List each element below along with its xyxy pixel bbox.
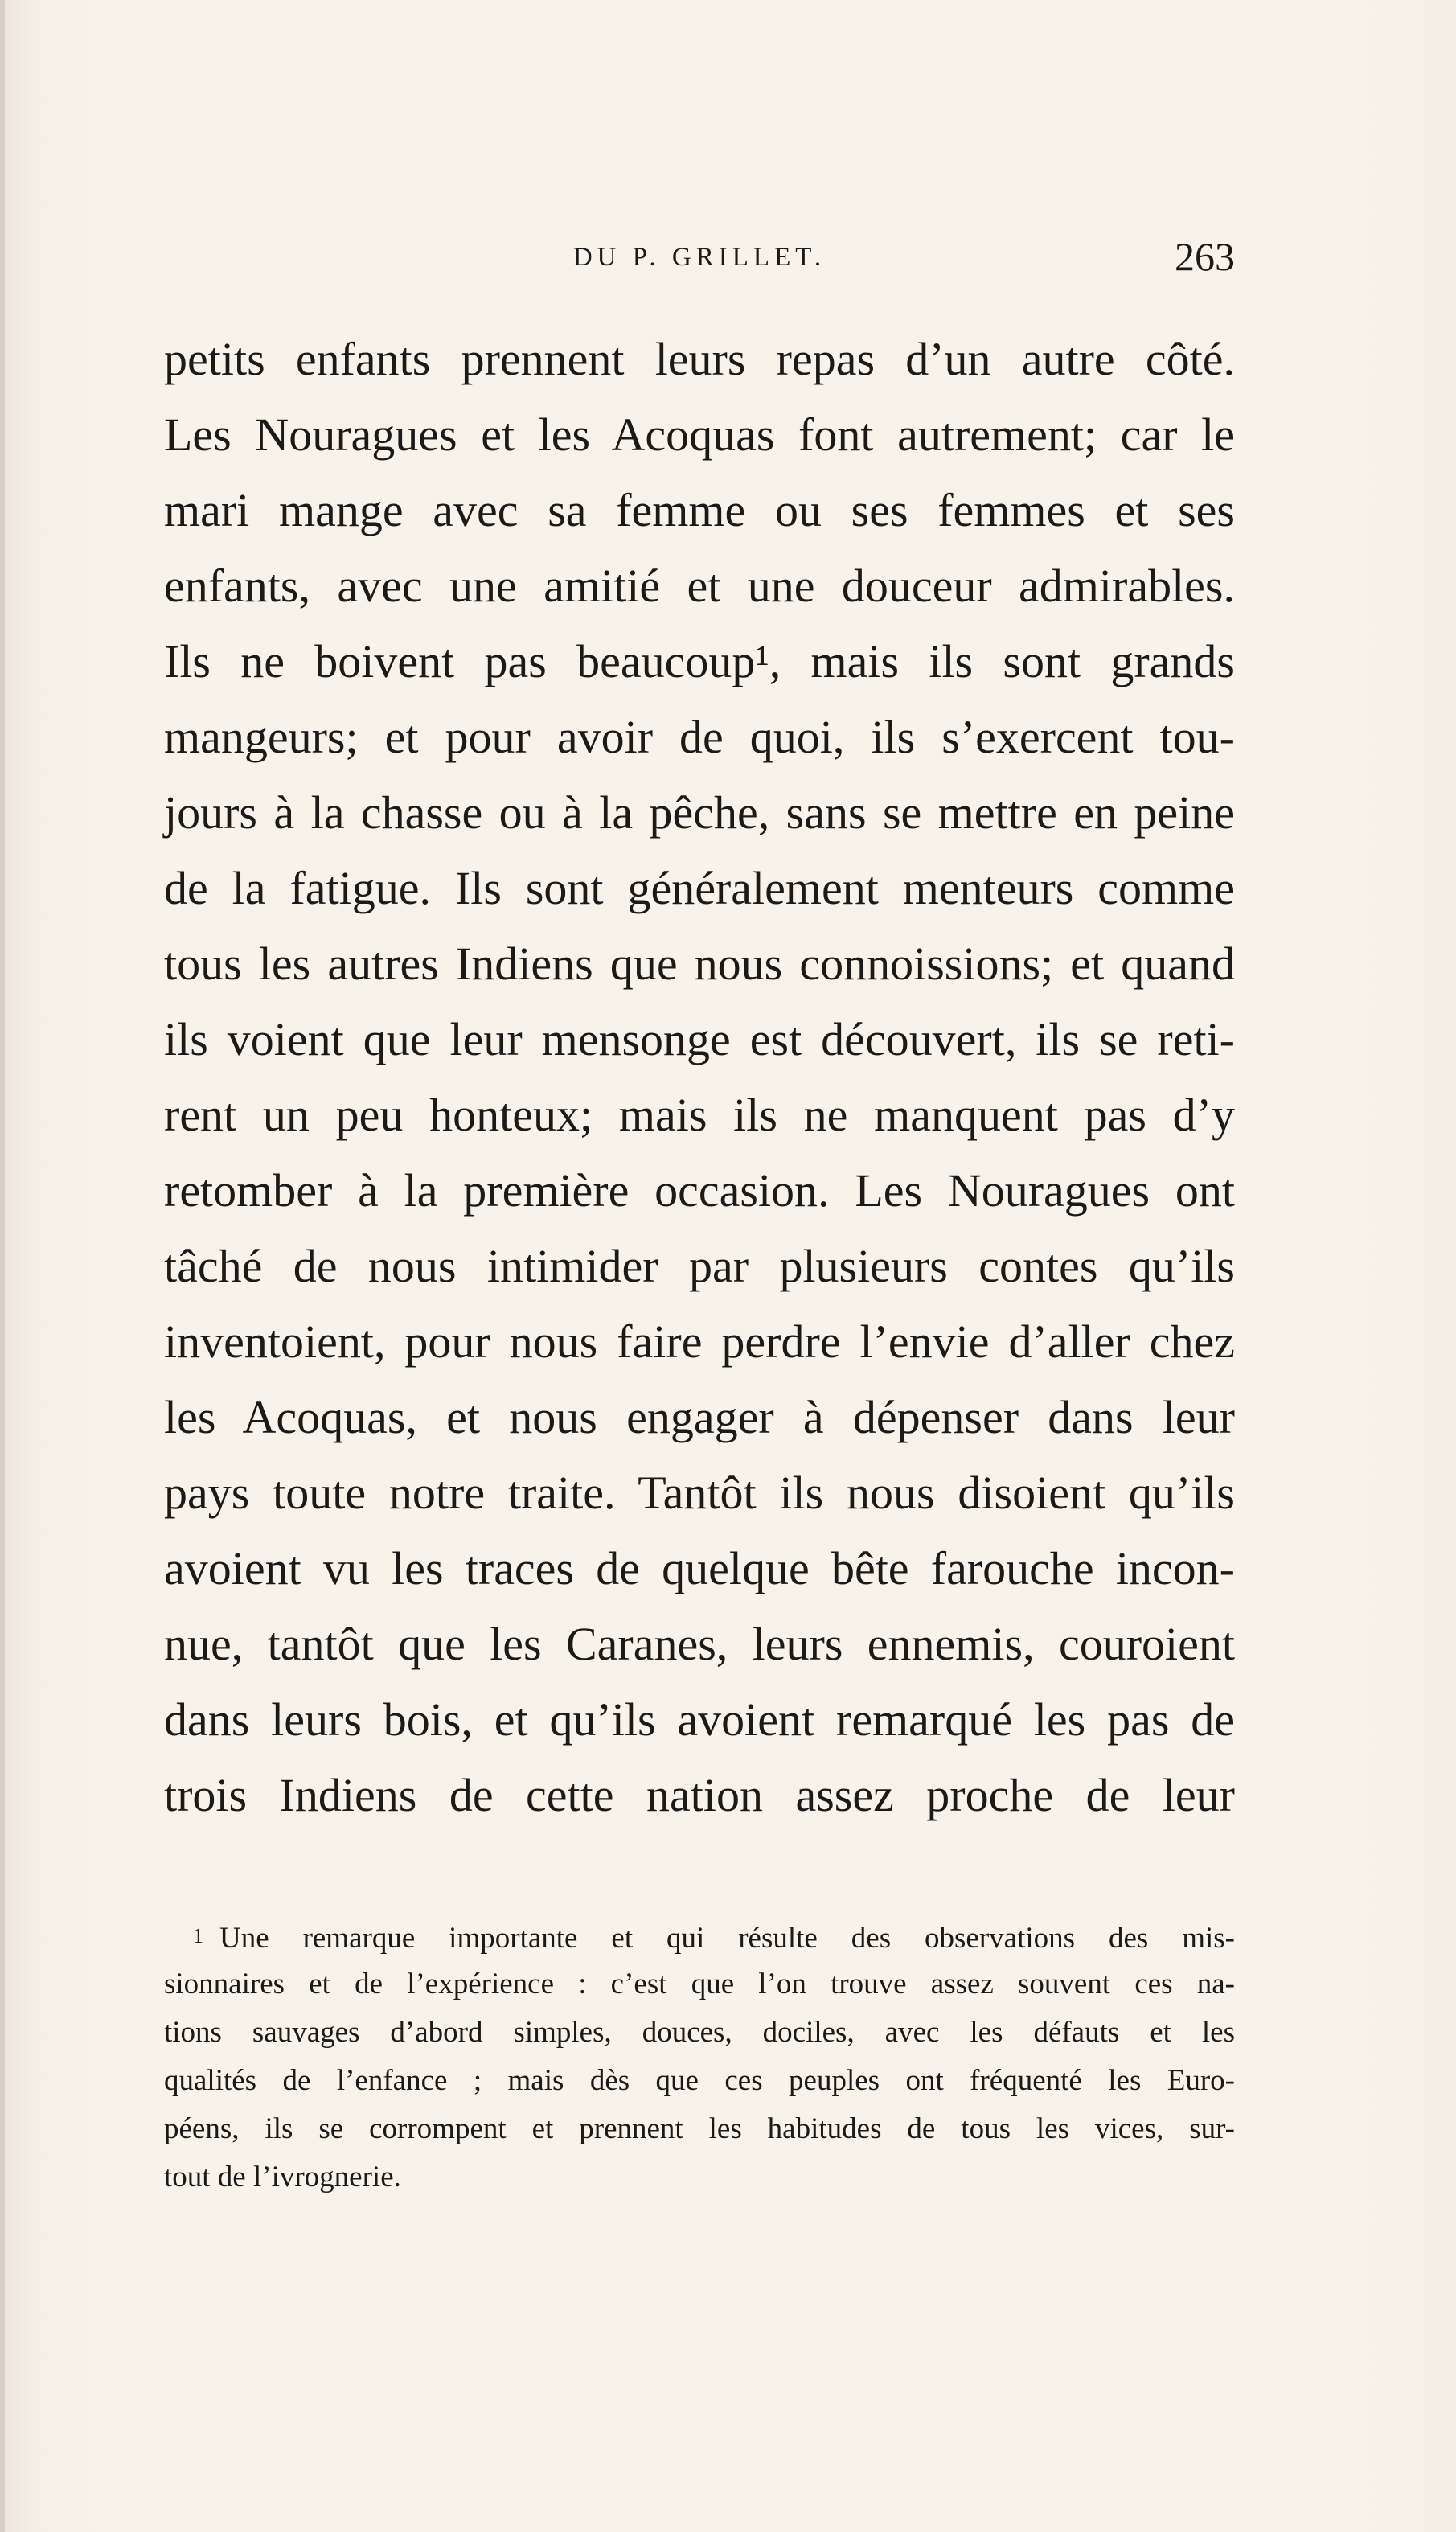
body-line: tous les autres Indiens que nous connoissions; et quand [164, 938, 1235, 990]
footnote-line: tout de l’ivrognerie. [164, 2161, 401, 2193]
body-line: Ils ne boivent pas beaucoup¹, mais ils sont grands [164, 635, 1235, 687]
footnote-line: sionnaires et de l’expérience : c’est que l’on trouve assez souvent ces na- [164, 1968, 1235, 2001]
body-line: mari mange avec sa femme ou ses femmes et ses [164, 484, 1235, 536]
body-line: de la fatigue. Ils sont généralement menteurs comme [164, 862, 1235, 914]
body-line: rent un peu honteux; mais ils ne manquent pas d’y [164, 1089, 1235, 1141]
footnote-line: qualités de l’enfance ; mais dès que ces peuples ont fréquenté les Euro- [164, 2064, 1235, 2097]
body-line: tâché de nous intimider par plusieurs contes qu’ils [164, 1240, 1235, 1292]
body-line: inventoient, pour nous faire perdre l’envie d’aller chez [164, 1315, 1235, 1368]
body-line: mangeurs; et pour avoir de quoi, ils s’exercent tou- [164, 711, 1235, 763]
body-line: les Acoquas, et nous engager à dépenser dans leur [164, 1391, 1235, 1443]
page-number: 263 [1175, 234, 1235, 279]
running-title: DU P. GRILLET. [572, 243, 826, 272]
page-spine-edge [0, 0, 5, 2532]
footnote-line: péens, ils se corrompent et prennent les habitudes de tous les vices, sur- [164, 2112, 1235, 2145]
footnote [164, 1912, 1235, 2202]
body-text [164, 322, 1235, 1833]
footnote-marker: 1 [193, 1924, 203, 1947]
body-line: jours à la chasse ou à la pêche, sans se mettre en peine [164, 786, 1235, 839]
body-line: Les Nouragues et les Acoquas font autrement; car le [164, 408, 1235, 461]
body-line: enfants, avec une amitié et une douceur admirables. [164, 560, 1235, 612]
body-line: petits enfants prennent leurs repas d’un autre côté. [164, 333, 1235, 385]
body-line: dans leurs bois, et qu’ils avoient remarqué les pas de [164, 1693, 1235, 1746]
footnote-line: tions sauvages d’abord simples, douces, dociles, avec les défauts et les [164, 2016, 1235, 2049]
body-line: avoient vu les traces de quelque bête farouche incon- [164, 1542, 1235, 1594]
running-head [164, 225, 1235, 289]
footnote-line [164, 1912, 1235, 1960]
body-line: pays toute notre traite. Tantôt ils nous disoient qu’ils [164, 1467, 1235, 1519]
body-line: retomber à la première occasion. Les Nouragues ont [164, 1164, 1235, 1217]
body-line: trois Indiens de cette nation assez proche de leur [164, 1769, 1235, 1821]
body-line: ils voient que leur mensonge est découvert, ils se reti- [164, 1013, 1235, 1065]
footnote-line-text: Une remarque importante et qui résulte des observations des mis- [219, 1922, 1235, 1955]
body-line: nue, tantôt que les Caranes, leurs ennemis, couroient [164, 1618, 1235, 1670]
